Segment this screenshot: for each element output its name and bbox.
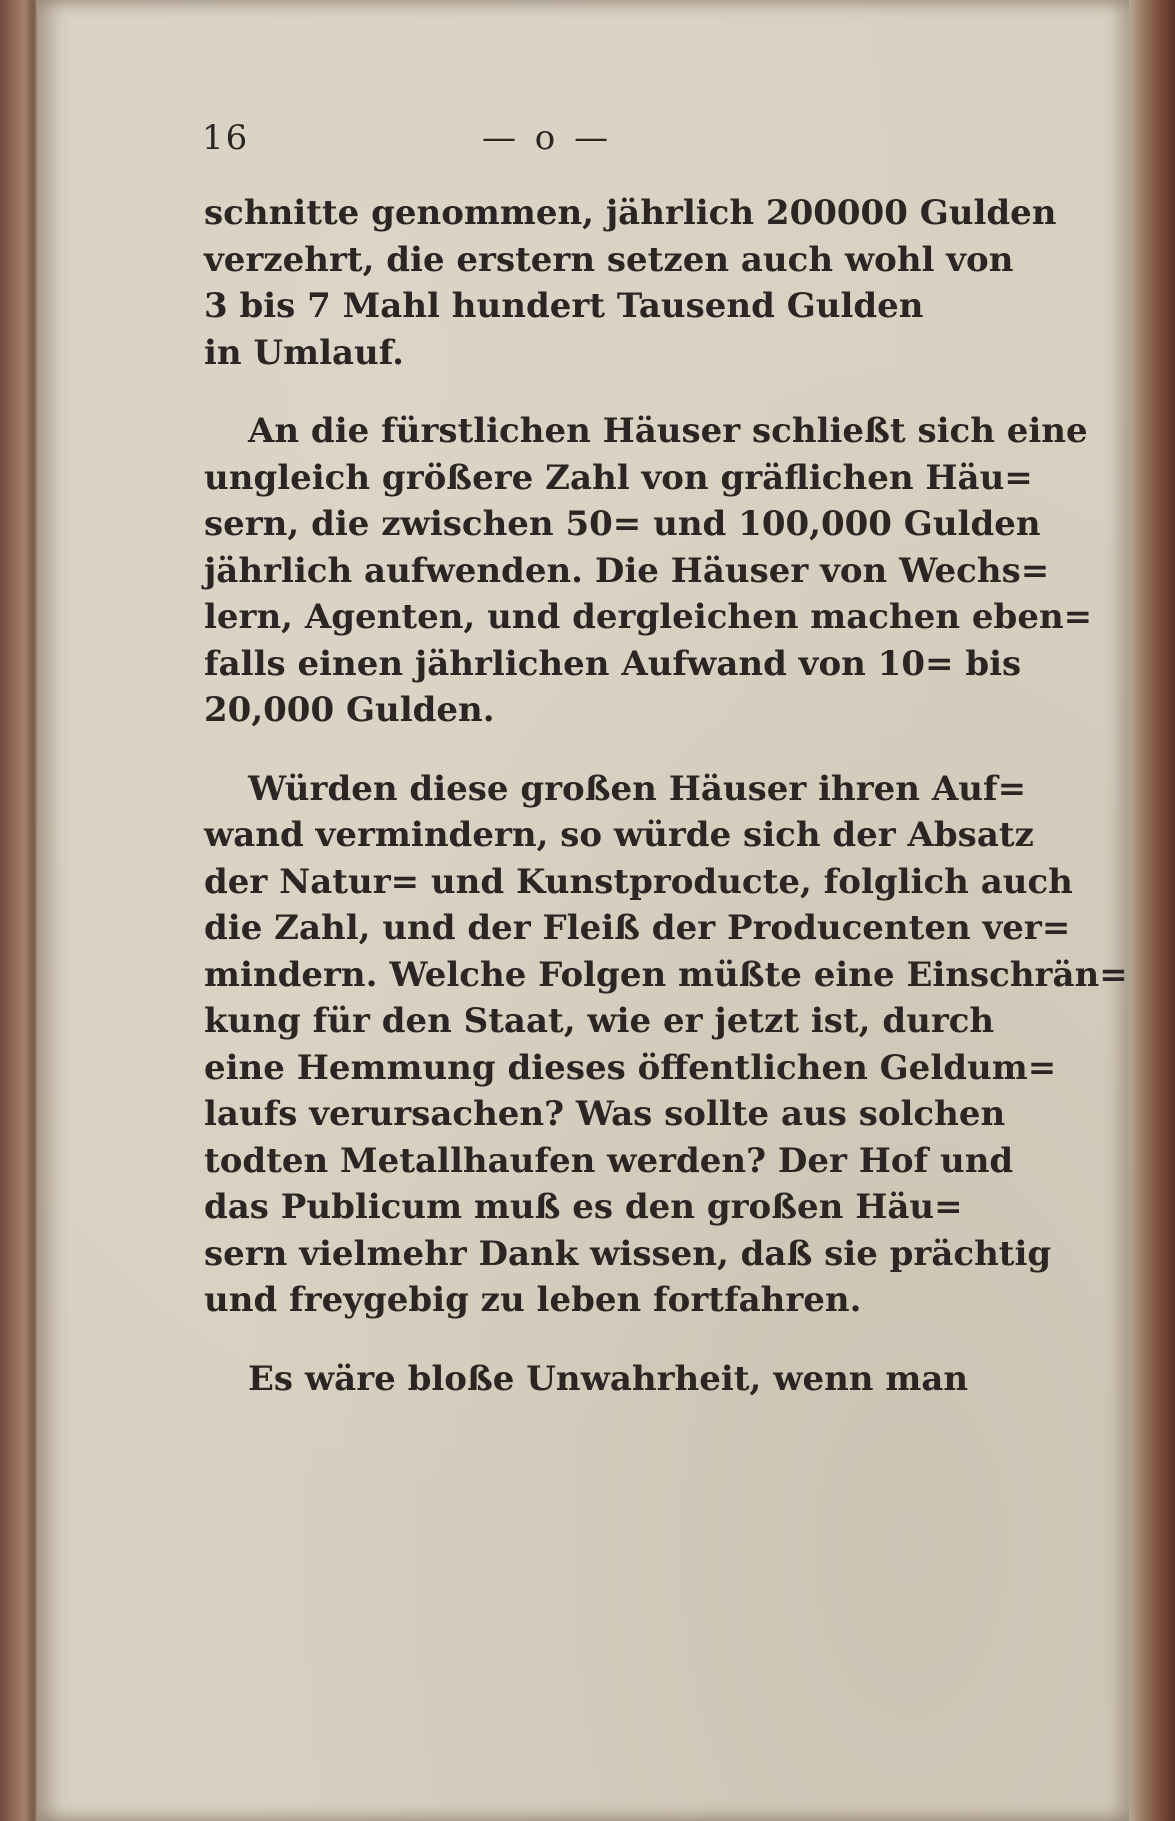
text-line: 3 bis 7 Mahl hundert Tausend Gulden	[204, 286, 924, 326]
text-line: wand vermindern, so würde sich der Absatz	[204, 815, 1034, 855]
text-line: lern, Agenten, und dergleichen machen eben=	[204, 597, 1093, 637]
text-line: schnitte genommen, jährlich 200000 Gulden	[204, 193, 1057, 233]
page-number: 16	[202, 118, 250, 158]
text-line: Würden diese großen Häuser ihren Auf=	[248, 768, 1027, 809]
text-line: falls einen jährlichen Aufwand von 10= bis	[204, 643, 1022, 684]
text-line: 20,000 Gulden.	[204, 690, 495, 730]
paragraph-2	[204, 408, 1093, 734]
text-line: ungleich größere Zahl von gräflichen Häu=	[204, 457, 1033, 498]
text-line: sern vielmehr Dank wissen, daß sie prächtig	[204, 1233, 1052, 1274]
text-line: das Publicum muß es den großen Häu=	[204, 1187, 963, 1227]
text-line: Es wäre bloße Unwahrheit, wenn man	[248, 1358, 969, 1399]
text-line: sern, die zwischen 50= und 100,000 Gulden	[204, 504, 1041, 544]
text-line: jährlich aufwenden. Die Häuser von Wechs=	[204, 550, 1050, 591]
text-line: eine Hemmung dieses öffentlichen Geldum=	[204, 1047, 1057, 1088]
book-binding-edge	[1129, 0, 1175, 1821]
text-line: mindern. Welche Folgen müßte eine Einschrän=	[204, 954, 1128, 995]
text-line: in Umlauf.	[204, 332, 405, 373]
text-line: todten Metallhaufen werden? Der Hof und	[204, 1140, 1014, 1181]
text-line: An die fürstlichen Häuser schließt sich eine	[248, 411, 1088, 451]
running-head: — o —	[482, 118, 613, 158]
body-text	[204, 190, 1128, 1434]
page-header	[202, 118, 842, 178]
text-line: die Zahl, und der Fleiß der Producenten ver=	[204, 908, 1071, 948]
paragraph-1	[204, 190, 1057, 376]
paragraph-4	[204, 1356, 969, 1403]
text-line: und freygebig zu leben fortfahren.	[204, 1280, 862, 1320]
text-line: laufs verursachen? Was sollte aus solchen	[204, 1094, 1006, 1134]
text-line: verzehrt, die erstern setzen auch wohl von	[204, 239, 1014, 280]
text-line: der Natur= und Kunstproducte, folglich auch	[204, 861, 1073, 902]
text-line: kung für den Staat, wie er jetzt ist, durch	[204, 1001, 995, 1041]
paragraph-3	[204, 766, 1128, 1324]
